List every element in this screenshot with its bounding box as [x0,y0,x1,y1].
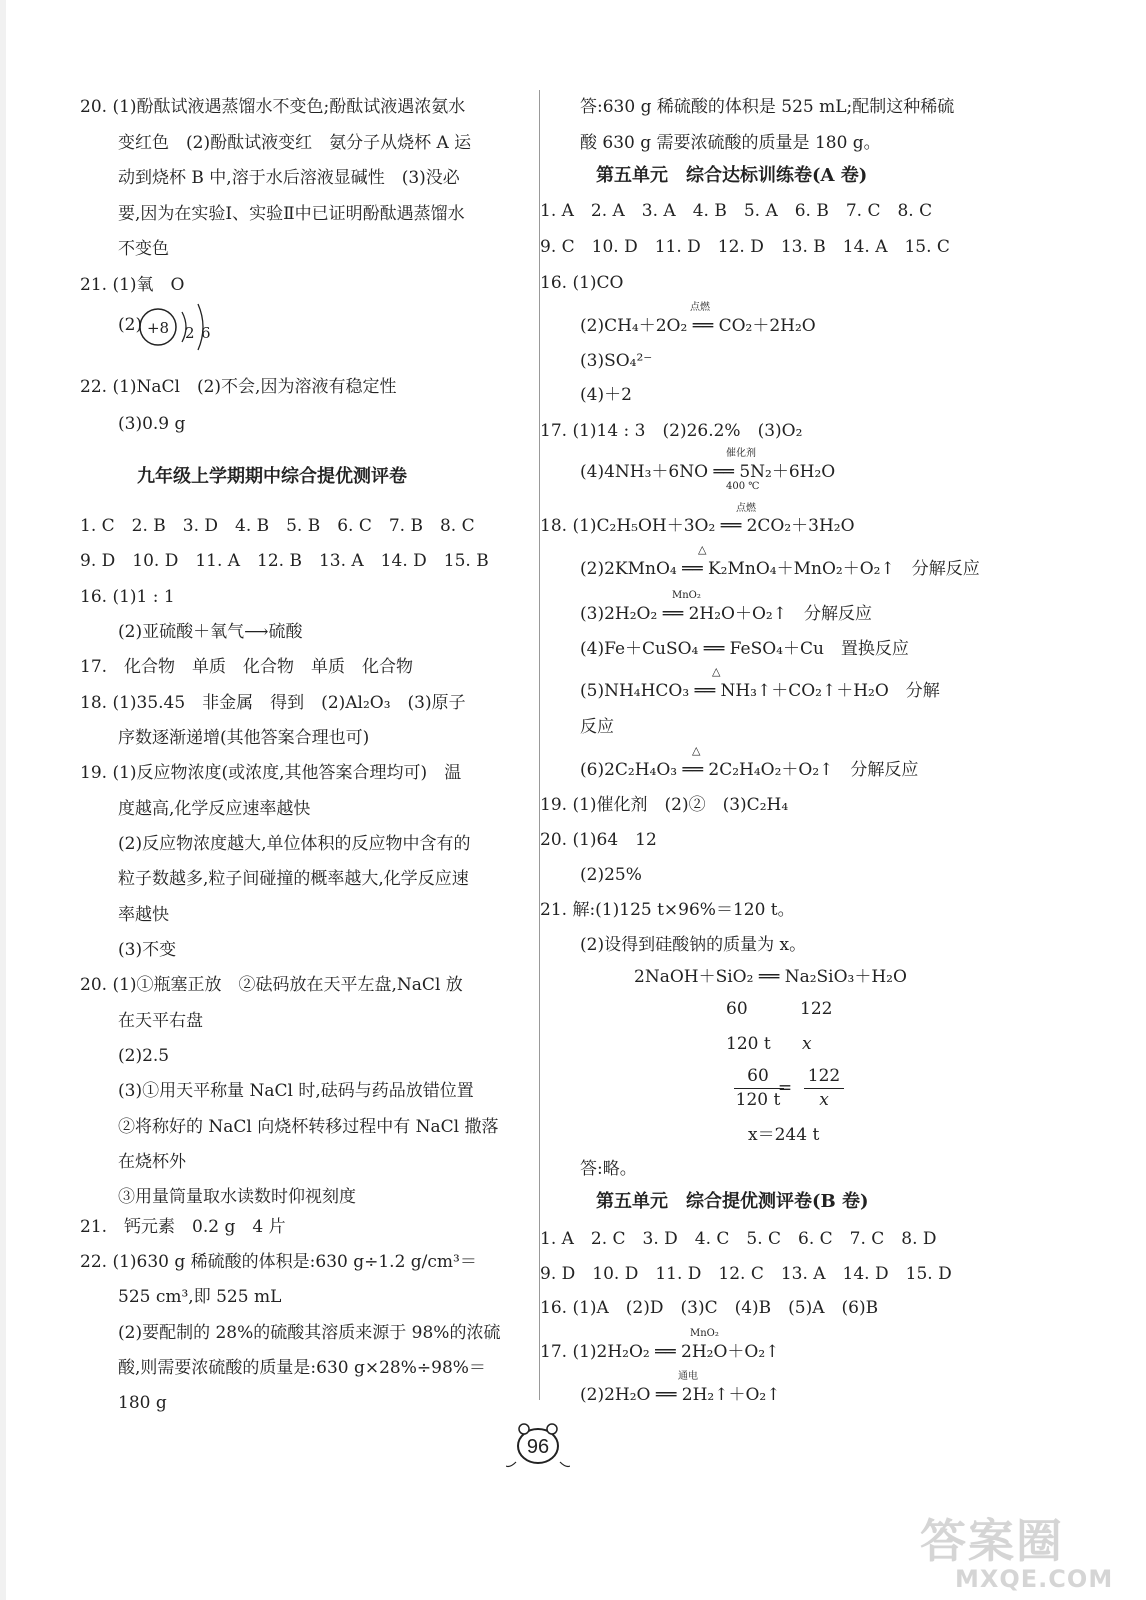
atom-shell-2: 6 [201,324,211,342]
answer-line: (3)0.9 g [118,414,186,434]
answer-line: 1. C 2. B 3. D 4. B 5. B 6. C 7. B 8. C [80,516,475,536]
answer-line: 22. (1)NaCl (2)不会,因为溶液有稳定性 [80,377,397,397]
answer-line: 在烧杯外 [118,1152,186,1172]
answer-line: ③用量筒量取水读数时仰视刻度 [118,1187,356,1207]
answer-line: 9. D 10. D 11. D 12. C 13. A 14. D 15. D [540,1264,952,1284]
watermark-logo: 答案圈 [920,1514,1064,1568]
fraction-bar-2 [804,1088,844,1089]
answer-line: 反应 [580,717,614,737]
answer-line: 动到烧杯 B 中,溶于水后溶液显碱性 (3)没必 [118,168,460,188]
equation-line: 18. (1)C₂H₅OH＋3O₂ ══ 2CO₂＋3H₂O [540,516,855,536]
fraction-denominator-2: x [819,1090,829,1110]
answer-line: 在天平右盘 [118,1011,203,1031]
section-title-b: 第五单元 综合提优测评卷(B 卷) [596,1191,869,1212]
answer-line: 17. 化合物 单质 化合物 单质 化合物 [80,657,414,677]
answer-line: 19. (1)催化剂 (2)② (3)C₂H₄ [540,795,789,815]
condition-catalyst: 催化剂 [726,448,756,459]
answer-line: 9. C 10. D 11. D 12. D 13. B 14. A 15. C [540,237,950,257]
answer-line: 17. (1)14 : 3 (2)26.2% (3)O₂ [540,421,803,441]
answer-line: 21. 解:(1)125 t×96%＝120 t。 [540,900,795,920]
answer-line: 180 g [118,1393,167,1413]
equation-line: (6)2C₂H₄O₃ ══ 2C₂H₄O₂＋O₂↑ 分解反应 [580,760,919,780]
fraction-numerator-2: 122 [807,1066,841,1086]
answer-line: 16. (1)A (2)D (3)C (4)B (5)A (6)B [540,1298,879,1318]
answer-line: 不变色 [118,239,169,259]
equation-line: 2NaOH＋SiO₂ ══ Na₂SiO₃＋H₂O [634,967,907,987]
answer-line: 度越高,化学反应速率越快 [118,799,311,819]
answer-line: 20. (1)酚酞试液遇蒸馏水不变色;酚酞试液遇浓氨水 [80,97,466,117]
equation-line: 17. (1)2H₂O₂ ══ 2H₂O＋O₂↑ [540,1342,780,1362]
answer-line: 序数逐渐递增(其他答案合理也可) [118,728,370,748]
value-120t: 120 t [726,1034,771,1054]
answer-line: 21. (1)氧 O [80,275,185,295]
answer-line: (2)亚硫酸＋氧气⟶硫酸 [118,622,303,642]
equation-line: (5)NH₄HCO₃ ══ NH₃↑＋CO₂↑＋H₂O 分解 [580,681,940,701]
answer-line: 1. A 2. C 3. D 4. C 5. C 6. C 7. C 8. D [540,1229,937,1249]
answer-line: (2)2.5 [118,1046,170,1066]
page-number: 96 [526,1436,550,1458]
answer-line: 18. (1)35.45 非金属 得到 (2)Al₂O₃ (3)原子 [80,693,466,713]
condition-heat: △ [698,543,707,556]
answer-line: x＝244 t [748,1125,820,1145]
section-title-a: 第五单元 综合达标训练卷(A 卷) [596,165,868,186]
answer-line: (2)设得到硅酸钠的质量为 x。 [580,935,807,955]
answer-line: 答:630 g 稀硫酸的体积是 525 mL;配制这种稀硫 [580,97,955,117]
equation-line: (2)2KMnO₄ ══ K₂MnO₄＋MnO₂＋O₂↑ 分解反应 [580,559,980,579]
condition-heat: △ [692,744,701,757]
answer-line: 酸,则需要浓硫酸的质量是:630 g×28%÷98%＝ [118,1358,486,1378]
answer-line: (2)25% [580,865,642,885]
answer-line: 21. 钙元素 0.2 g 4 片 [80,1217,286,1237]
value-60: 60 [726,999,748,1019]
answer-line: 率越快 [118,905,169,925]
equation-line: (2)CH₄＋2O₂ ══ CO₂＋2H₂O [580,316,816,336]
answer-line: 20. (1)64 12 [540,830,657,850]
answer-line: 19. (1)反应物浓度(或浓度,其他答案合理均可) 温 [80,763,462,783]
section-title: 九年级上学期期中综合提优测评卷 [137,466,407,487]
answer-line: 22. (1)630 g 稀硫酸的体积是:630 g÷1.2 g/cm³＝ [80,1252,477,1272]
answer-line: ②将称好的 NaCl 向烧杯转移过程中有 NaCl 撒落 [118,1117,499,1137]
atom-shell-1: 2 [185,324,195,342]
answer-line: 变红色 (2)酚酞试液变红 氨分子从烧杯 A 运 [118,133,472,153]
answer-line: (4)＋2 [580,385,632,405]
answer-line: 答:略。 [580,1159,637,1179]
equation-line: (4)4NH₃＋6NO ══ 5N₂＋6H₂O [580,462,836,482]
answer-line: (2)反应物浓度越大,单位体积的反应物中含有的 [118,834,471,854]
oxygen-atom-diagram [138,298,228,356]
answer-line: 要,因为在实验Ⅰ、实验Ⅱ中已证明酚酞遇蒸馏水 [118,204,465,224]
value-x: x [802,1034,812,1054]
page-edge-shadow [0,0,6,1600]
page-number-badge [506,1418,570,1474]
condition-ignite: 点燃 [736,503,756,514]
condition-heat: △ [712,665,721,678]
page-number-ornament [506,1418,570,1474]
answer-line: (2) [118,315,143,335]
fraction-denominator-1: 120 t [735,1090,781,1110]
answer-line: (3)不变 [118,940,177,960]
value-122: 122 [800,999,833,1019]
answer-line: 16. (1)1 : 1 [80,587,175,607]
answer-line: 525 cm³,即 525 mL [118,1287,282,1307]
answer-line: 酸 630 g 需要浓硫酸的质量是 180 g。 [580,133,881,153]
equation-line: (2)2H₂O ══ 2H₂↑＋O₂↑ [580,1385,781,1405]
equation-line: (3)2H₂O₂ ══ 2H₂O＋O₂↑ 分解反应 [580,604,872,624]
answer-line: (3)SO₄²⁻ [580,351,653,371]
equation-line: (4)Fe＋CuSO₄ ══ FeSO₄＋Cu 置换反应 [580,639,909,659]
answer-line: 20. (1)①瓶塞正放 ②砝码放在天平左盘,NaCl 放 [80,975,463,995]
answer-line: 1. A 2. A 3. A 4. B 5. A 6. B 7. C 8. C [540,201,933,221]
condition-ignite: 点燃 [690,302,710,313]
answer-line: 9. D 10. D 11. A 12. B 13. A 14. D 15. B [80,551,489,571]
condition-mno2: MnO₂ [672,590,701,601]
atom-nucleus: +8 [146,319,170,337]
fraction-equals: = [777,1078,793,1098]
condition-temperature: 400 ℃ [726,481,760,492]
fraction-numerator-1: 60 [747,1066,769,1086]
answer-line: (2)要配制的 28%的硫酸其溶质来源于 98%的浓硫 [118,1323,501,1343]
condition-electric: 通电 [678,1371,698,1382]
answer-line: 粒子数越多,粒子间碰撞的概率越大,化学反应速 [118,869,469,889]
condition-mno2: MnO₂ [690,1328,719,1339]
answer-line: 16. (1)CO [540,273,624,293]
watermark-url: MXQE.COM [955,1565,1114,1593]
answer-line: (3)①用天平称量 NaCl 时,砝码与药品放错位置 [118,1081,474,1101]
